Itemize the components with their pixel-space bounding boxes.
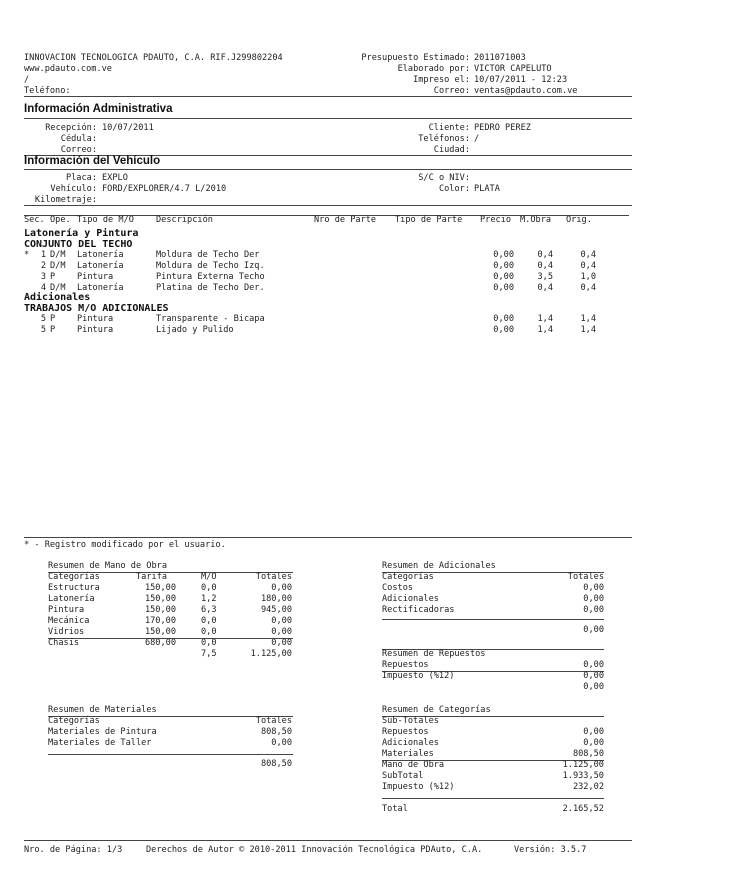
table-row	[24, 325, 632, 336]
summary-row	[382, 760, 604, 771]
row-sec: 5	[40, 325, 46, 335]
labor-mo: 0,0	[201, 627, 217, 637]
row-desc: Transparente - Bicapa	[156, 314, 265, 324]
row-orig: 1,0	[580, 272, 596, 282]
admin-email-label: Correo:	[60, 145, 97, 155]
labor-total: 945,00	[260, 605, 292, 615]
summary-row	[382, 583, 604, 594]
row-sec: 1	[40, 250, 46, 260]
row-ope: D/M	[50, 250, 66, 260]
copyright: Derechos de Autor © 2010-2011 Innovación Tecnológica PDAuto, C.A.	[146, 845, 483, 855]
client-value: PEDRO PEREZ	[474, 123, 531, 133]
parts-title: Resumen de Repuestos	[382, 649, 486, 659]
labor-header: Categorías Tarifa M/O Totales	[48, 572, 292, 582]
labor-rate: 170,00	[144, 616, 176, 626]
labor-cat: Mecánica	[48, 616, 90, 626]
col-sec: Sec.	[24, 215, 45, 225]
labor-mo: 0,0	[201, 616, 217, 626]
category-cat: Mano de Obra	[382, 760, 445, 770]
additional-total: 0,00	[583, 583, 604, 593]
labor-mo: 1,2	[201, 594, 217, 604]
labor-total: 0,00	[271, 638, 292, 648]
row-precio: 0,00	[493, 261, 514, 271]
category-total: 1.125,00	[562, 760, 604, 770]
row-sec: 5	[40, 314, 46, 324]
footer-divider	[24, 840, 632, 841]
row-mobra: 0,4	[537, 250, 553, 260]
row-ope: P	[50, 272, 56, 282]
vehicle-label: Vehículo:	[50, 184, 97, 194]
row-orig: 0,4	[580, 283, 596, 293]
additional-cat: Costos	[382, 583, 414, 593]
color-value: PLATA	[474, 184, 500, 194]
parts-title-row	[382, 649, 604, 660]
parts-total-value: 0,00	[583, 660, 604, 670]
labor-mo: 0,0	[201, 583, 217, 593]
parts-total: 0,00	[583, 682, 604, 692]
additionals-title: Resumen de Adicionales	[382, 561, 496, 571]
additionals-total: 0,00	[583, 625, 604, 635]
additionals-header: Categorías Totales	[382, 572, 604, 582]
estimate-label: Presupuesto Estimado:	[361, 53, 470, 63]
col-orig: Orig.	[566, 215, 592, 225]
row-precio: 0,00	[493, 283, 514, 293]
labor-cat: Chasis	[48, 638, 80, 648]
vehicle-bottom-divider	[24, 205, 632, 206]
labor-rate: 150,00	[144, 627, 176, 637]
materials-title: Resumen de Materiales	[48, 705, 157, 715]
modified-note: * - Registro modificado por el usuario.	[24, 540, 226, 550]
col-precio: Precio	[480, 215, 512, 225]
summary-row	[48, 616, 293, 627]
labor-rate: 150,00	[144, 583, 176, 593]
additional-total: 0,00	[583, 605, 604, 615]
labor-cat: Latonería	[48, 594, 95, 604]
vehicle-title: Información del Vehículo	[24, 155, 161, 167]
group1-subtitle: CONJUNTO DEL TECHO	[24, 239, 133, 250]
row-precio: 0,00	[493, 250, 514, 260]
company-name: INNOVACION TECNOLOGICA PDAUTO, C.A. RIF.J299802204	[24, 53, 283, 63]
city-label: Ciudad:	[433, 145, 470, 155]
summary-row	[382, 594, 604, 605]
row-mobra: 1,4	[537, 325, 553, 335]
category-total: 808,50	[572, 749, 604, 759]
summary-row	[48, 738, 293, 749]
labor-rate: 150,00	[144, 594, 176, 604]
id-label: Cédula:	[60, 134, 97, 144]
summary-divider	[24, 537, 632, 538]
row-tipo: Latonería	[77, 283, 124, 293]
row-mobra: 0,4	[537, 261, 553, 271]
group2-title: Adicionales	[24, 292, 91, 303]
labor-cat: Pintura	[48, 605, 85, 615]
materials-line	[48, 754, 293, 755]
group2-subtitle: TRABAJOS M/O ADICIONALES	[24, 303, 169, 314]
col-desc: Descripción	[156, 215, 213, 225]
phones-value: /	[474, 134, 480, 144]
sc-label: S/C o NIV:	[418, 173, 470, 183]
additionals-line	[382, 619, 604, 620]
parts-cat: Impuesto (%12)	[382, 671, 455, 681]
group1-title: Latonería y Pintura	[24, 228, 139, 239]
km-label: Kilometraje:	[34, 195, 97, 205]
row-mobra: 0,4	[537, 283, 553, 293]
labor-rate: 680,00	[144, 638, 176, 648]
row-tipo: Latonería	[77, 250, 124, 260]
row-tipo: Pintura	[77, 272, 114, 282]
labor-total: 180,00	[260, 594, 292, 604]
materials-header: Categorías Totales	[48, 716, 292, 726]
row-orig: 1,4	[580, 314, 596, 324]
summary-row	[48, 638, 293, 649]
labor-title: Resumen de Mano de Obra	[48, 561, 167, 571]
row-orig: 1,4	[580, 325, 596, 335]
category-total: 0,00	[583, 738, 604, 748]
table-row	[24, 272, 632, 283]
summary-row	[382, 671, 604, 682]
row-desc: Platina de Techo Der.	[156, 283, 265, 293]
summary-row	[48, 594, 293, 605]
labor-mo: 6,3	[201, 605, 217, 615]
vehicle-value: FORD/EXPLORER/4.7 L/2010	[102, 184, 227, 194]
row-tipo: Pintura	[77, 325, 114, 335]
col-tipo: Tipo de M/O	[77, 215, 134, 225]
row-ope: P	[50, 325, 56, 335]
summary-row	[382, 605, 604, 616]
row-ope: D/M	[50, 261, 66, 271]
subtotal-row: SubTotal 1.933,50	[382, 771, 604, 781]
labor-rate: 150,00	[144, 605, 176, 615]
additional-total: 0,00	[583, 594, 604, 604]
table-row	[24, 314, 632, 325]
table-row	[24, 283, 632, 294]
color-label: Color:	[438, 184, 470, 194]
admin-divider	[24, 118, 632, 119]
category-cat: Repuestos	[382, 727, 429, 737]
prepared-value: VICTOR CAPELUTO	[474, 64, 552, 74]
material-cat: Materiales de Taller	[48, 738, 152, 748]
table-row	[24, 250, 632, 261]
row-desc: Moldura de Techo Der	[156, 250, 260, 260]
row-tipo: Pintura	[77, 314, 114, 324]
company-website: www.pdauto.com.ve	[24, 64, 112, 74]
parts-total-value: 0,00	[583, 671, 604, 681]
reception-value: 10/07/2011	[102, 123, 154, 133]
summary-row	[382, 660, 604, 671]
email-value: ventas@pdauto.com.ve	[474, 86, 578, 96]
tax-row: Impuesto (%12) 232,02	[382, 782, 604, 792]
row-sec: 3	[40, 272, 46, 282]
row-tipo: Latonería	[77, 261, 124, 271]
material-cat: Materiales de Pintura	[48, 727, 157, 737]
row-precio: 0,00	[493, 272, 514, 282]
category-title: Resumen de Categorías	[382, 705, 491, 715]
row-mobra: 1,4	[537, 314, 553, 324]
material-total: 0,00	[271, 738, 292, 748]
row-ope: D/M	[50, 283, 66, 293]
summary-row	[48, 727, 293, 738]
page-number: Nro. de Página: 1/3	[24, 845, 123, 855]
summary-row	[382, 749, 604, 760]
row-desc: Pintura Externa Techo	[156, 272, 265, 282]
category-header: Sub-Totales	[382, 716, 604, 727]
row-mobra: 3,5	[537, 272, 553, 282]
additional-cat: Adicionales	[382, 594, 439, 604]
admin-title: Información Administrativa	[24, 103, 173, 115]
prepared-label: Elaborado por:	[397, 64, 470, 74]
labor-totals: 7,5 1.125,00	[201, 649, 292, 659]
summary-row	[48, 627, 293, 638]
phones-label: Teléfonos:	[418, 134, 470, 144]
table-header	[24, 215, 632, 226]
version: Versión: 3.5.7	[514, 845, 587, 855]
row-orig: 0,4	[580, 250, 596, 260]
category-cat: Materiales	[382, 749, 434, 759]
row-ope: P	[50, 314, 56, 324]
printed-label: Impreso el:	[413, 75, 470, 85]
summary-row	[382, 727, 604, 738]
labor-cat: Estructura	[48, 583, 100, 593]
col-tipo-parte: Tipo de Parte	[395, 215, 463, 225]
reception-label: Recepción:	[45, 123, 97, 133]
summary-row	[382, 738, 604, 749]
table-row	[24, 261, 632, 272]
labor-mo: 0,0	[201, 638, 217, 648]
email-label: Correo:	[433, 86, 470, 96]
labor-total: 0,00	[271, 627, 292, 637]
row-sec: 2	[40, 261, 46, 271]
total-line	[382, 798, 604, 799]
company-slash: /	[24, 75, 30, 85]
col-mobra: M.Obra	[520, 215, 552, 225]
col-ope: Ope.	[50, 215, 71, 225]
vehicle-divider	[24, 169, 632, 170]
parts-cat: Repuestos	[382, 660, 429, 670]
row-desc: Moldura de Techo Izq.	[156, 261, 265, 271]
col-parte: Nro de Parte	[314, 215, 377, 225]
client-label: Cliente:	[428, 123, 470, 133]
labor-total: 0,00	[271, 583, 292, 593]
material-total: 808,50	[260, 727, 292, 737]
header-divider	[24, 96, 632, 97]
labor-cat: Vidrios	[48, 627, 85, 637]
printed-value: 10/07/2011 - 12:23	[474, 75, 568, 85]
additional-cat: Rectificadoras	[382, 605, 455, 615]
row-desc: Lijado y Pulido	[156, 325, 234, 335]
plate-label: Placa:	[65, 173, 97, 183]
row-precio: 0,00	[493, 314, 514, 324]
summary-row	[48, 583, 293, 594]
category-total: 0,00	[583, 727, 604, 737]
summary-row	[48, 605, 293, 616]
labor-total: 0,00	[271, 616, 292, 626]
estimate-value: 2011071003	[474, 53, 526, 63]
category-cat: Adicionales	[382, 738, 439, 748]
materials-total: 808,50	[260, 759, 292, 769]
row-sec: 4	[40, 283, 46, 293]
modified-mark: *	[24, 250, 30, 260]
grand-total-row: Total 2.165,52	[382, 804, 604, 814]
plate-value: EXPLO	[102, 173, 128, 183]
row-precio: 0,00	[493, 325, 514, 335]
phone-label: Teléfono:	[24, 86, 71, 96]
row-orig: 0,4	[580, 261, 596, 271]
